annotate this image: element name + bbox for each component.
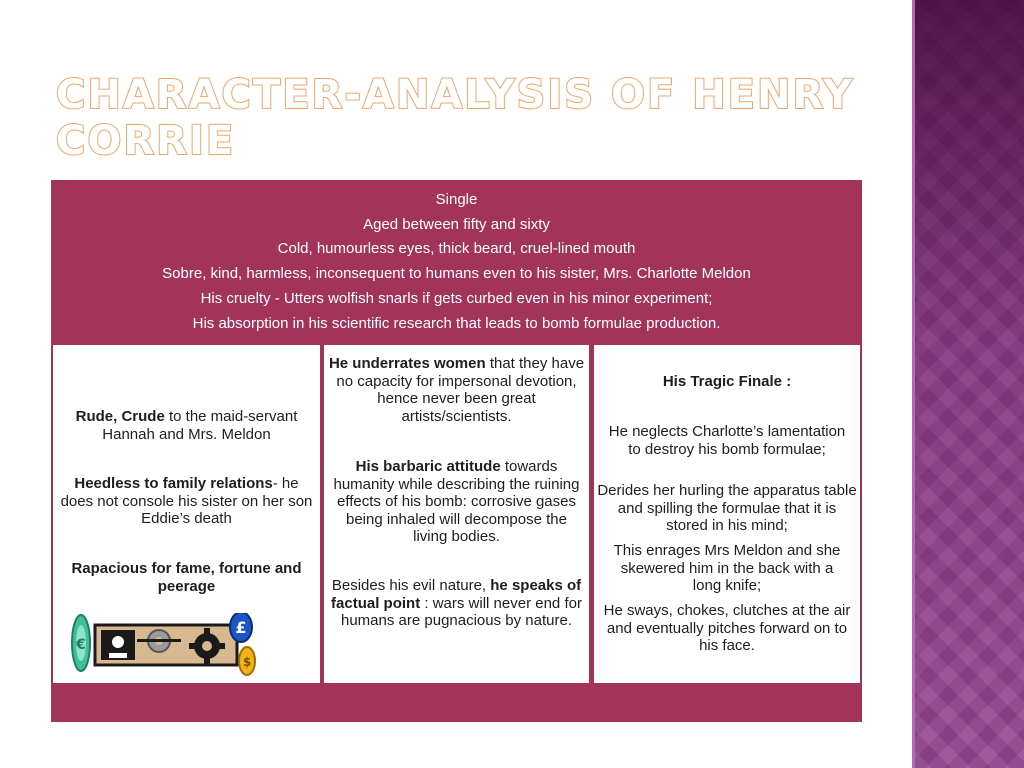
trait-heading: He underrates women bbox=[328, 355, 486, 372]
trait-underrates-women bbox=[324, 355, 589, 425]
summary-line: Sobre, kind, harmless, inconsequent to humans even to his sister, Mrs. Charlotte Meldon bbox=[162, 265, 751, 283]
summary-line: Single bbox=[435, 191, 478, 208]
trait-rude-crude bbox=[53, 408, 320, 443]
traits-column-left bbox=[53, 345, 320, 683]
trait-heading: Heedless to family relations bbox=[74, 475, 273, 492]
dollar-coin-icon bbox=[239, 647, 255, 675]
slide-title: CHARACTER-ANALYSIS OF HENRY CORRIE bbox=[56, 72, 855, 164]
trait-barbaric-attitude bbox=[324, 458, 589, 546]
finale-paragraph: Derides her hurling the apparatus table and spilling the formulae that it is stored in his mind; bbox=[597, 482, 857, 534]
traits-column-middle bbox=[324, 345, 589, 683]
trait-text: towards humanity while describing the ruining effects of his bomb: corrosive gases being inhaled will decompose the living bodies. bbox=[333, 458, 580, 545]
svg-text:£: £ bbox=[235, 618, 247, 637]
summary-line: Aged between fifty and sixty bbox=[363, 215, 550, 233]
trait-heading: Rude, Crude bbox=[75, 408, 165, 425]
svg-text:€: € bbox=[76, 637, 86, 653]
trait-text: that they have no capacity for impersonal devotion, hence never been great artists/scientists. bbox=[336, 355, 585, 425]
trait-heading: he speaks of factual point bbox=[331, 577, 582, 612]
trait-factual-point bbox=[324, 577, 589, 630]
finale-paragraph: He neglects Charlotte’s lamentation to destroy his bomb formulae; bbox=[608, 423, 846, 458]
trait-text: : wars will never end for humans are pugnacious by nature. bbox=[341, 594, 582, 629]
summary-line: His cruelty - Utters wolfish snarls if gets curbed even in his minor experiment; bbox=[200, 289, 713, 307]
trait-heading: His barbaric attitude bbox=[355, 458, 501, 475]
summary-lines bbox=[51, 188, 862, 336]
pound-coin-icon bbox=[230, 613, 252, 642]
svg-text:$: $ bbox=[242, 655, 252, 669]
money-clipart bbox=[69, 613, 259, 677]
finale-heading-text: His Tragic Finale : bbox=[662, 373, 792, 390]
trait-text: Besides his evil nature, bbox=[331, 577, 491, 594]
tragic-finale-column bbox=[594, 345, 860, 683]
trait-text: to the maid-servant Hannah and Mrs. Meldon bbox=[102, 408, 298, 443]
summary-line: Cold, humourless eyes, thick beard, cruel-lined mouth bbox=[277, 240, 636, 258]
finale-paragraph: He sways, chokes, clutches at the air and eventually pitches forward on to his face. bbox=[603, 602, 851, 654]
trait-heedless bbox=[53, 475, 320, 528]
euro-coin-icon bbox=[72, 615, 90, 671]
trait-text: - he does not console his sister on her son Eddie’s death bbox=[60, 475, 313, 527]
finale-heading bbox=[594, 373, 860, 391]
finale-paragraph: This enrages Mrs Meldon and she skewered him in the back with a long knife; bbox=[613, 542, 841, 594]
summary-line: His absorption in his scientific research that leads to bomb formulae production. bbox=[192, 314, 721, 332]
decorative-side-band bbox=[912, 0, 1024, 768]
trait-heading: Rapacious for fame, fortune and peerage bbox=[71, 560, 302, 595]
trait-rapacious bbox=[53, 560, 320, 595]
